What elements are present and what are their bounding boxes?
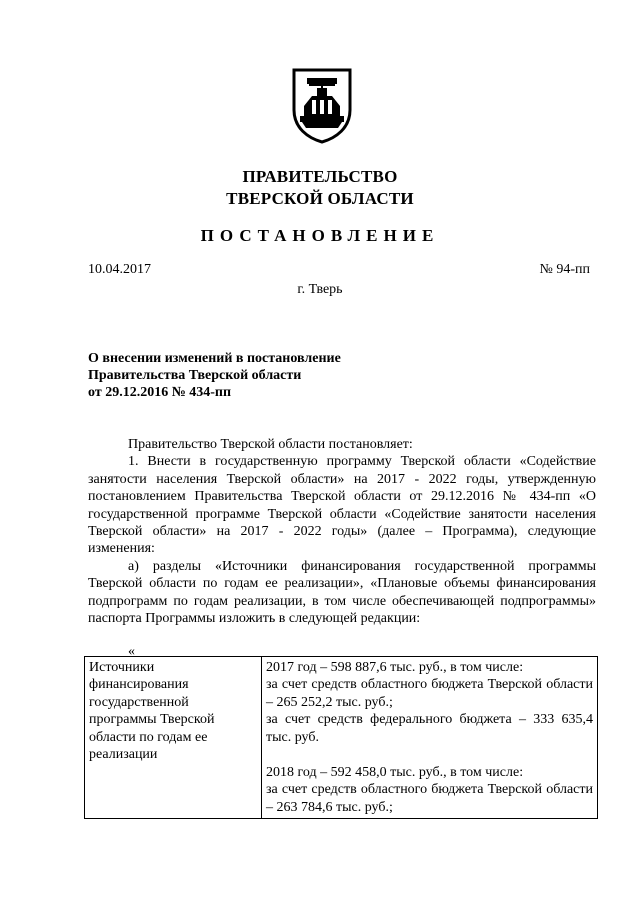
document-number: № 94-пп xyxy=(539,262,590,277)
preamble: Правительство Тверской области постановляет: xyxy=(128,437,413,452)
subject-line3: от 29.12.2016 № 434-пп xyxy=(88,385,232,400)
financing-table xyxy=(84,656,598,819)
document-body xyxy=(88,436,596,627)
subject-line1: О внесении изменений в постановление xyxy=(88,351,341,366)
document-subject xyxy=(88,350,341,401)
government-title-line1: ПРАВИТЕЛЬСТВО xyxy=(242,167,398,186)
year-2017-regional: за счет средств областного бюджета Тверской области – 265 252,2 тыс. руб.; xyxy=(266,677,593,710)
year-2017-federal: за счет средств федерального бюджета – 333 635,4 тыс. руб. xyxy=(266,712,593,745)
government-title-line2: ТВЕРСКОЙ ОБЛАСТИ xyxy=(226,189,414,208)
item-1: 1. Внести в государственную программу Тверской области «Содействие занятости населения Тверской области» на 2017 - 2022 годы, утвержденную постановлением Правительства Тверской области от 29.12.2016 № 434-пп «О государственной программе Тверской области «Содействие занятости населения Тверской области» на 2017 - 2022 годы» (далее – Программа), следующие изменения: xyxy=(88,454,596,557)
tver-coat-of-arms-icon xyxy=(290,66,354,144)
year-2017-total: 2017 год – 598 887,6 тыс. руб., в том числе: xyxy=(266,660,524,675)
document-city: г. Тверь xyxy=(297,282,343,297)
document-date: 10.04.2017 xyxy=(88,262,151,277)
government-title xyxy=(0,166,640,210)
item-1a: а) разделы «Источники финансирования государственной программы Тверской области по годам ее реализации», «Плановые объемы финансирования подпрограмм по годам реализации, в том числе обеспечивающей подпрограммы» паспорта Программы изложить в следующей редакции: xyxy=(88,558,596,627)
document-type: ПОСТАНОВЛЕНИЕ xyxy=(200,226,440,245)
quote-open-mark: « xyxy=(128,644,135,659)
table-cell-source: Источники финансирования государственной программы Тверской области по годам ее реализации xyxy=(85,657,262,819)
year-2018-total: 2018 год – 592 458,0 тыс. руб., в том числе: xyxy=(266,765,524,781)
table-cell-amounts xyxy=(262,657,598,819)
subject-line2: Правительства Тверской области xyxy=(88,368,302,383)
table-row xyxy=(85,657,598,819)
year-2018-regional: за счет средств областного бюджета Тверской области – 263 784,6 тыс. руб.; xyxy=(266,782,593,815)
